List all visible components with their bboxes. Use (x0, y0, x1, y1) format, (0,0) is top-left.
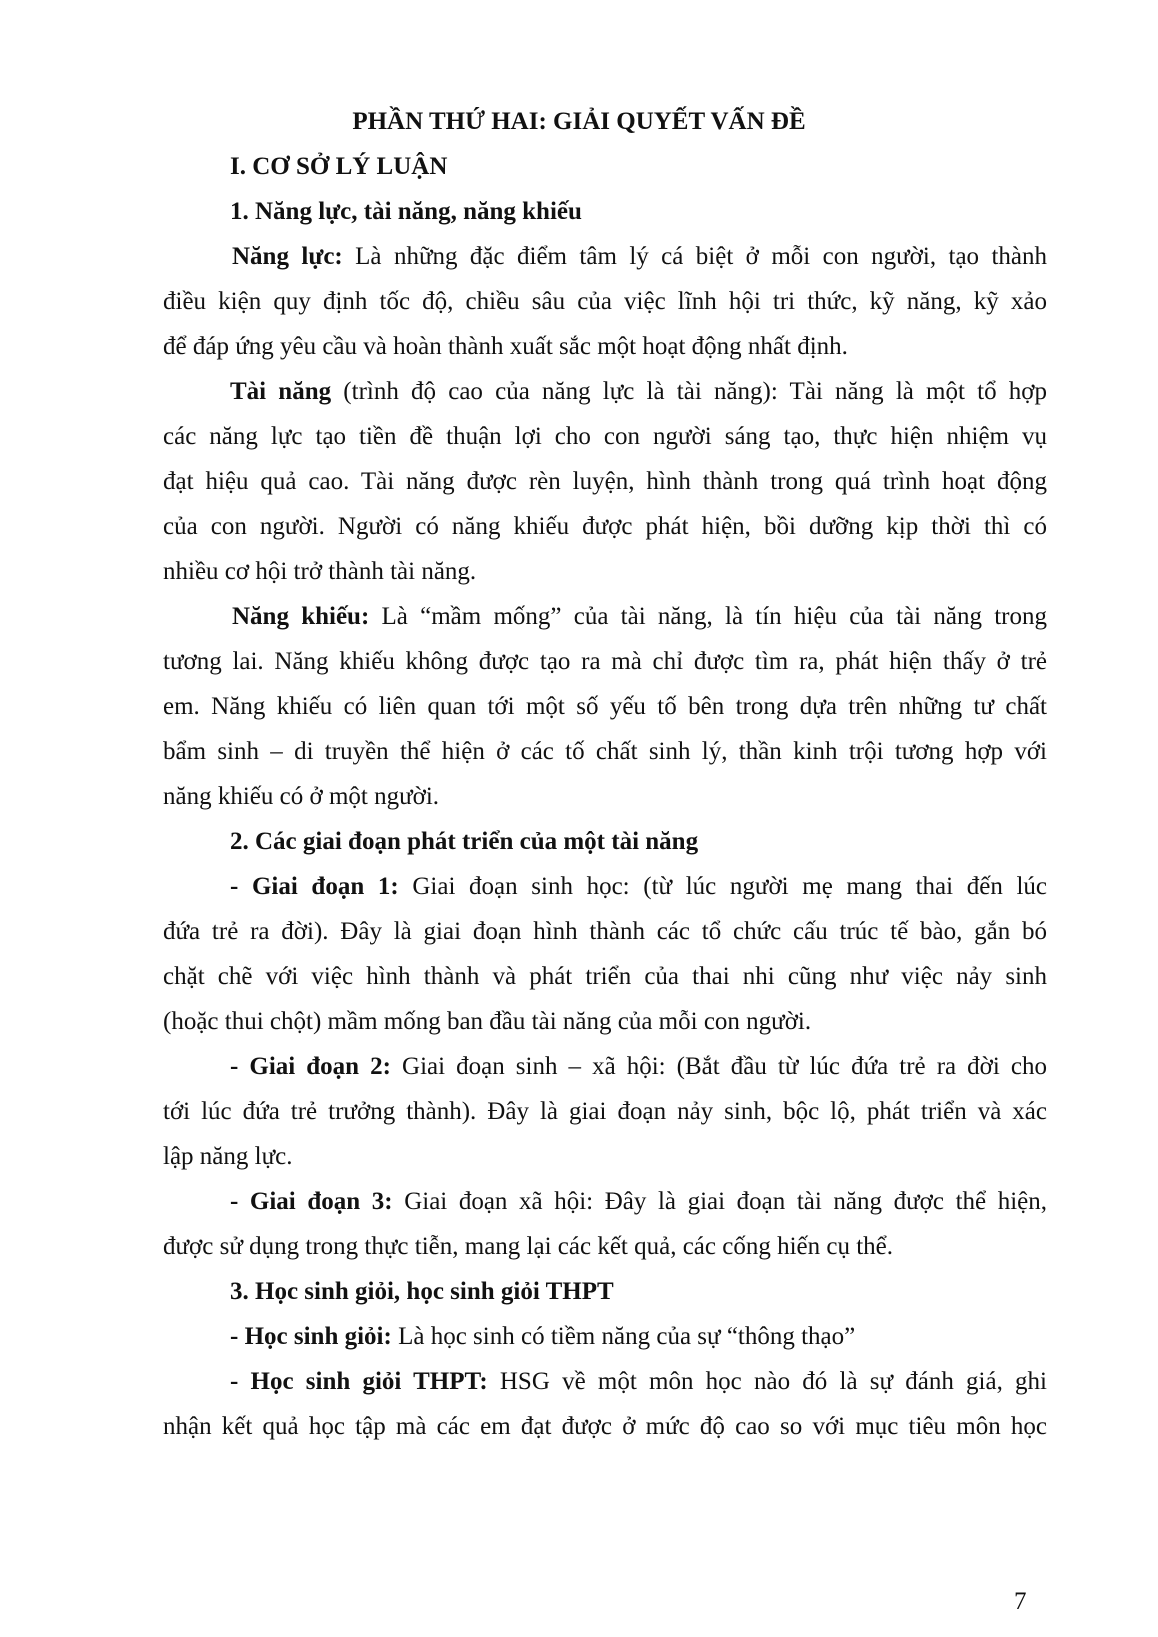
paragraph-hsg-line-1: - Học sinh giỏi: Là học sinh có tiềm năng của sự “thông thạo” (230, 1323, 856, 1350)
paragraph-nangkhieu-line-1: Năng khiếu: Là “mầm mống” của tài năng, là tín hiệu của tài năng trong (232, 603, 1047, 630)
paragraph-tainang-line-2: các năng lực tạo tiền đề thuận lợi cho con người sáng tạo, thực hiện nhiệm vụ (163, 423, 1047, 450)
paragraph-nangkhieu-line-2: tương lai. Năng khiếu không được tạo ra mà chỉ được tìm ra, phát hiện thấy ở trẻ (163, 648, 1047, 675)
paragraph-gd1-line-4: (hoặc thui chột) mầm mống ban đầu tài năng của mỗi con người. (163, 1008, 812, 1035)
paragraph-nangluc-line-3: để đáp ứng yêu cầu và hoàn thành xuất sắc một hoạt động nhất định. (163, 333, 848, 360)
subsection-heading-3: 3. Học sinh giỏi, học sinh giỏi THPT (230, 1278, 614, 1305)
page-number: 7 (1014, 1588, 1027, 1615)
paragraph-gd1-line-3: chặt chẽ với việc hình thành và phát triển của thai nhi cũng như việc nảy sinh (163, 963, 1047, 990)
paragraph-gd1-line-1: - Giai đoạn 1: Giai đoạn sinh học: (từ lúc người mẹ mang thai đến lúc (230, 873, 1047, 900)
term-gd1: - Giai đoạn 1: (230, 873, 399, 900)
paragraph-gd2-line-3: lập năng lực. (163, 1143, 293, 1170)
paragraph-tainang-line-4: của con người. Người có năng khiếu được phát hiện, bồi dưỡng kịp thời thì có (163, 513, 1047, 540)
paragraph-tainang-line-1: Tài năng (trình độ cao của năng lực là tài năng): Tài năng là một tổ hợp (230, 378, 1047, 405)
paragraph-tainang-line-3: đạt hiệu quả cao. Tài năng được rèn luyện, hình thành trong quá trình hoạt động (163, 468, 1047, 495)
paragraph-nangkhieu-line-3: em. Năng khiếu có liên quan tới một số yếu tố bên trong dựa trên những tư chất (163, 693, 1047, 720)
term-tainang: Tài năng (230, 378, 332, 405)
paragraph-gd3-line-1: - Giai đoạn 3: Giai đoạn xã hội: Đây là giai đoạn tài năng được thể hiện, (230, 1188, 1048, 1215)
term-gd3: - Giai đoạn 3: (230, 1188, 393, 1215)
paragraph-hsgthpt-line-1: - Học sinh giỏi THPT: HSG về một môn học nào đó là sự đánh giá, ghi (230, 1368, 1047, 1395)
paragraph-nangkhieu-line-5: năng khiếu có ở một người. (163, 783, 440, 810)
term-gd2: - Giai đoạn 2: (230, 1053, 391, 1080)
paragraph-nangluc-line-2: điều kiện quy định tốc độ, chiều sâu của việc lĩnh hội tri thức, kỹ năng, kỹ xảo (163, 288, 1047, 315)
paragraph-gd3-line-2: được sử dụng trong thực tiễn, mang lại các kết quả, các cống hiến cụ thể. (163, 1233, 894, 1260)
paragraph-gd1-line-2: đứa trẻ ra đời). Đây là giai đoạn hình thành các tổ chức cấu trúc tế bào, gắn bó (163, 918, 1047, 945)
part-title: PHẦN THỨ HAI: GIẢI QUYẾT VẤN ĐỀ (352, 108, 806, 135)
paragraph-gd2-line-1: - Giai đoạn 2: Giai đoạn sinh – xã hội: (Bắt đầu từ lúc đứa trẻ ra đời cho (230, 1053, 1047, 1080)
term-hsgthpt: - Học sinh giỏi THPT: (230, 1368, 488, 1395)
subsection-heading-2: 2. Các giai đoạn phát triển của một tài năng (230, 828, 699, 855)
term-hsg: - Học sinh giỏi: (230, 1323, 392, 1350)
paragraph-hsgthpt-line-2: nhận kết quả học tập mà các em đạt được ở mức độ cao so với mục tiêu môn học (163, 1413, 1047, 1440)
term-nangluc: Năng lực: (232, 243, 343, 270)
paragraph-gd2-line-2: tới lúc đứa trẻ trưởng thành). Đây là giai đoạn nảy sinh, bộc lộ, phát triển và xác (163, 1098, 1047, 1125)
subsection-heading-1: 1. Năng lực, tài năng, năng khiếu (230, 198, 582, 225)
term-nangkhieu: Năng khiếu: (232, 603, 370, 630)
section-heading: I. CƠ SỞ LÝ LUẬN (230, 153, 448, 180)
paragraph-nangkhieu-line-4: bẩm sinh – di truyền thể hiện ở các tố chất sinh lý, thần kinh trội tương hợp với (163, 738, 1047, 765)
paragraph-nangluc-line-1: Năng lực: Là những đặc điểm tâm lý cá biệt ở mỗi con người, tạo thành (232, 243, 1048, 270)
paragraph-tainang-line-5: nhiều cơ hội trở thành tài năng. (163, 558, 477, 585)
